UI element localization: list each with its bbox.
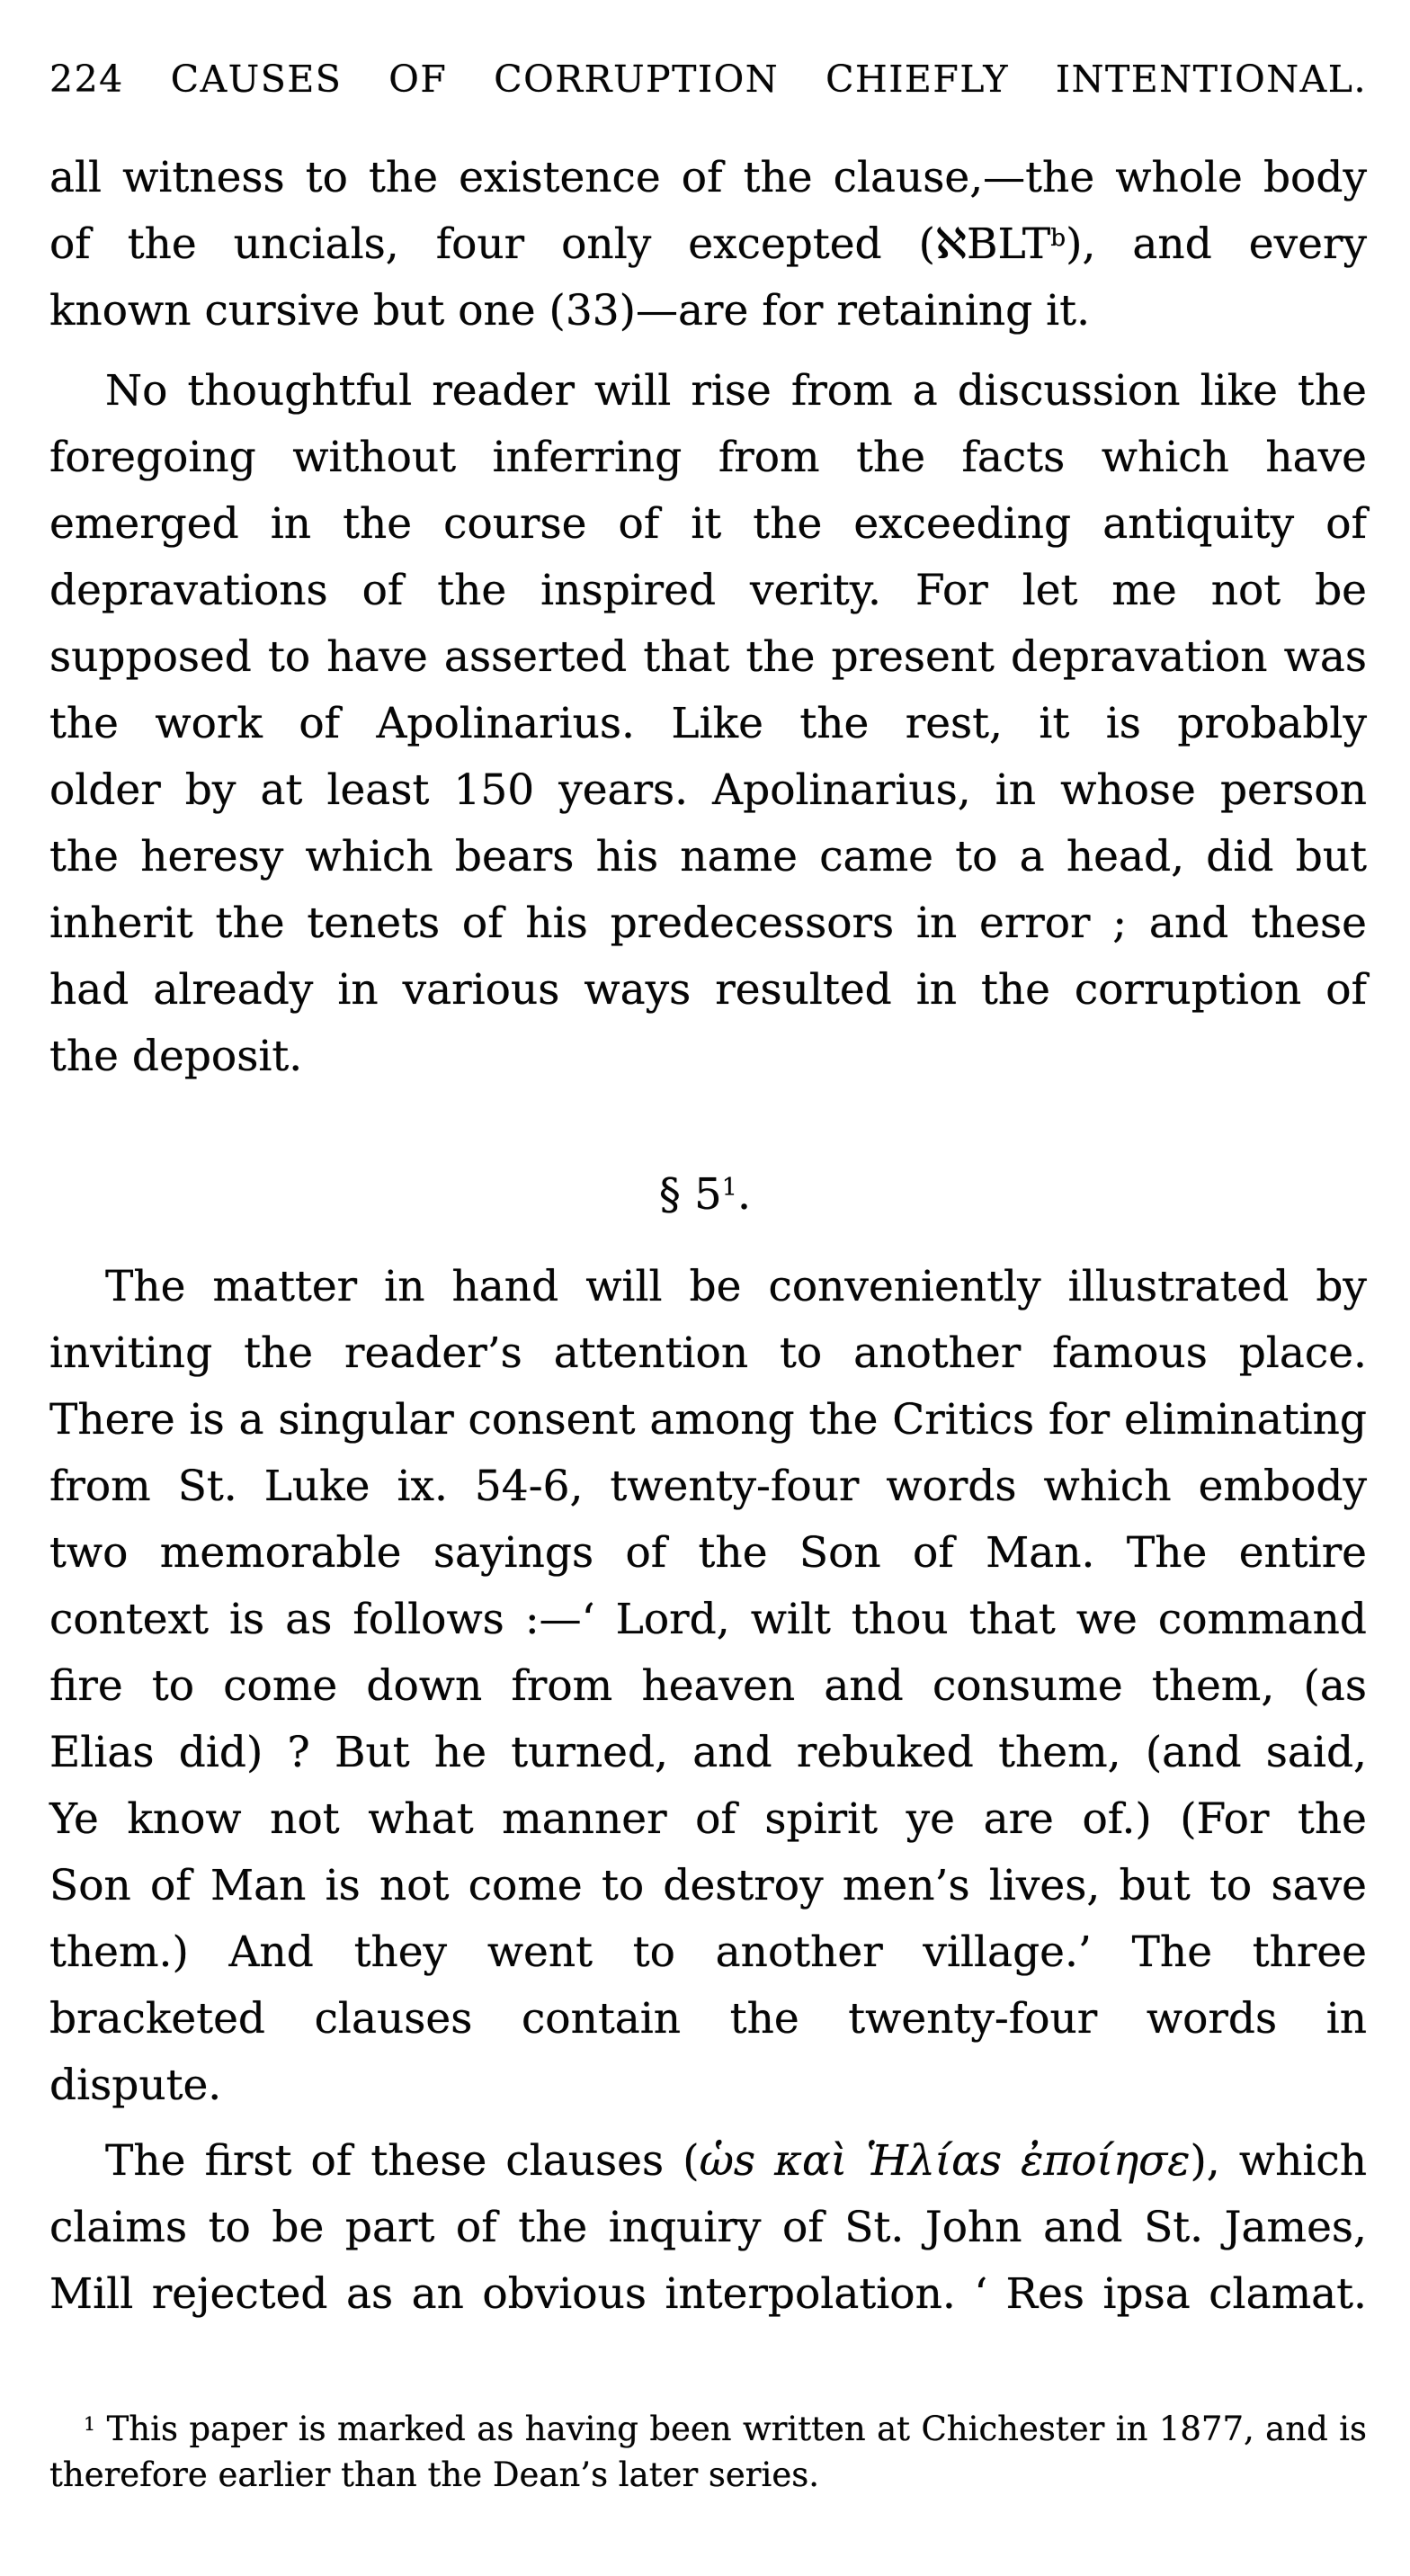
text-line: emerged in the course of it the exceeding antiquity of xyxy=(49,499,1367,549)
section-number: § 5 xyxy=(658,1169,722,1220)
text-line: from St. Luke ix. 54-6, twenty-four words which embody xyxy=(49,1462,1367,1511)
footnote xyxy=(49,2406,1367,2498)
text-line: fire to come down from heaven and consume them, (as xyxy=(49,1661,1367,1711)
text-line: all witness to the existence of the clause,—the whole body xyxy=(49,153,1367,202)
text-line xyxy=(49,2128,1367,2195)
text-line: depravations of the inspired verity. For let me not be xyxy=(49,566,1367,615)
text-line: inviting the reader’s attention to another famous place. xyxy=(49,1328,1367,1378)
text-line: Son of Man is not come to destroy men’s lives, but to save xyxy=(49,1861,1367,1910)
text-line: supposed to have asserted that the present depravation was xyxy=(49,632,1367,682)
text-line: two memorable sayings of the Son of Man. The entire xyxy=(49,1528,1367,1578)
text-line: The matter in hand will be conveniently illustrated by xyxy=(105,1262,1367,1311)
text-line: Ye know not what manner of spirit ye are of.) (For the xyxy=(49,1794,1367,1844)
page-number: 224 xyxy=(49,58,124,101)
text-line: context is as follows :—‘ Lord, wilt thou that we command xyxy=(49,1595,1367,1644)
text-line: Elias did) ? But he turned, and rebuked them, (and said, xyxy=(49,1728,1367,1777)
text-segment: The first of these clauses ( xyxy=(105,2136,700,2186)
paragraph-3 xyxy=(49,1254,1367,2119)
greek-phrase: ὡs καὶ Ἡλίαs ἐποίησε xyxy=(699,2136,1191,2186)
text-segment: of the uncials, four only excepted (ℵBLT xyxy=(49,219,1051,269)
paragraph-1 xyxy=(49,145,1367,344)
paragraph-4 xyxy=(49,2128,1367,2328)
text-line: older by at least 150 years. Apolinarius, in whose person xyxy=(49,765,1367,815)
text-line: No thoughtful reader will rise from a discussion like the xyxy=(105,366,1367,416)
text-line: them.) And they went to another village.’ The three xyxy=(49,1928,1367,1977)
text-segment: . xyxy=(736,1169,752,1220)
footnote-line: 1 This paper is marked as having been written at Chichester in 1877, and is xyxy=(84,2410,1367,2448)
paragraph-2 xyxy=(49,358,1367,1090)
text-segment: ), and every xyxy=(1066,219,1367,269)
text-line: There is a singular consent among the Critics for eliminating xyxy=(49,1395,1367,1445)
text-line: of the uncials, four only excepted (ℵBLTb), and every xyxy=(49,219,1367,269)
text-line: inherit the tenets of his predecessors in error ; and these xyxy=(49,899,1367,948)
running-title: CAUSES OF CORRUPTION CHIEFLY INTENTIONAL. xyxy=(170,58,1367,101)
text-line: Mill rejected as an obvious interpolation. ‘ Res ipsa clamat. xyxy=(49,2269,1367,2319)
section-heading: § 51. xyxy=(658,1169,752,1220)
text-line: claims to be part of the inquiry of St. John and St. James, xyxy=(49,2203,1367,2252)
text-segment: ), which xyxy=(1190,2136,1367,2186)
running-header xyxy=(49,45,1367,114)
text-line: bracketed clauses contain the twenty-four words in xyxy=(49,1994,1367,2044)
text-line: the deposit. xyxy=(49,1032,303,1081)
text-segment: This paper is marked as having been written at Chichester in 1877, and is xyxy=(106,2410,1367,2448)
text-line: the heresy which bears his name came to a head, did but xyxy=(49,832,1367,881)
text-line: known cursive but one (33)—are for retaining it. xyxy=(49,286,1091,335)
text-line: dispute. xyxy=(49,2061,222,2110)
text-line: foregoing without inferring from the facts which have xyxy=(49,433,1367,482)
text-line: had already in various ways resulted in the corruption of xyxy=(49,965,1367,1015)
text-line: the work of Apolinarius. Like the rest, it is probably xyxy=(49,699,1367,748)
footnote-line: therefore earlier than the Dean’s later series. xyxy=(49,2455,819,2494)
